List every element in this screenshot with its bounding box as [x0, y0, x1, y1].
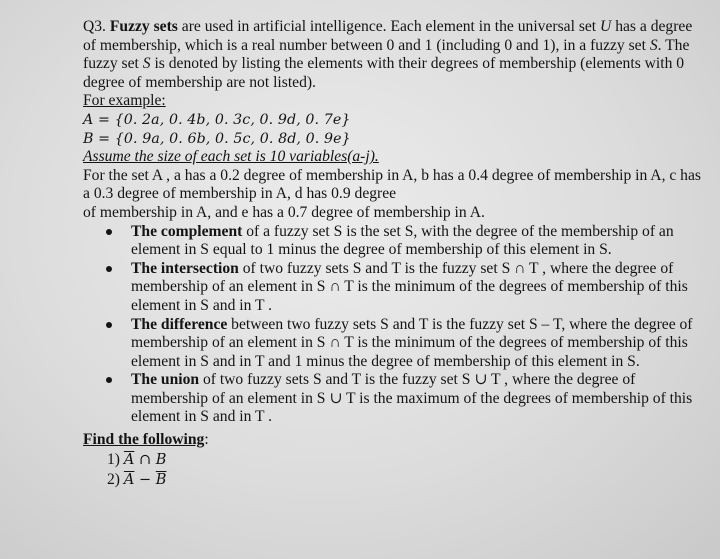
find-heading — [83, 431, 708, 450]
task-item-2 — [107, 471, 708, 490]
task-operator: − — [134, 472, 156, 489]
task-right-operand: B — [155, 451, 167, 468]
set-a-definition — [83, 111, 708, 130]
definition-difference — [131, 316, 708, 372]
document-page — [83, 18, 708, 492]
task-operator: ∩ — [134, 451, 156, 468]
definition-text: of two fuzzy sets S and T is the fuzzy set S ∩ T , where the degree of membership of an element in S ∩ T is the minimum of the degrees of membership of this element in S and in T . — [131, 259, 688, 314]
set-symbol: S — [649, 36, 658, 54]
task-number: 2) — [107, 471, 120, 489]
task-left-operand: $\overline{A}$ — [123, 472, 135, 489]
question-paragraph — [83, 18, 708, 92]
task-number: 1) — [107, 450, 120, 468]
set-a-elements: = {0. 2a, 0. 4b, 0. 3c, 0. 9d, 0. 7e} — [93, 111, 351, 128]
set-b-elements: = {0. 9a, 0. 6b, 0. 5c, 0. 8d, 0. 9e} — [93, 130, 351, 147]
definition-text: of two fuzzy sets S and T is the fuzzy set S ∪ T , where the degree of membership of an element in S ∪ T is the maximum of the degrees of membership of this element in S and in T . — [131, 371, 693, 426]
set-b-name: B — [83, 130, 94, 147]
task-list — [83, 451, 708, 490]
find-heading-text: Find the following — [83, 431, 205, 449]
question-title: Fuzzy sets — [109, 18, 178, 35]
task-right-operand: $\overline{B}$ — [155, 472, 167, 489]
example-explanation: For the set A , a has a 0.2 degree of membership in A, b has a 0.4 degree of membership in A, c has a 0.3 degree of membership in A, d has 0.9 degree — [83, 166, 701, 203]
intro-text-4: is denoted by listing the elements with their degrees of membership (elements with 0 degree of membership are not listed). — [83, 55, 685, 91]
task-left-operand: $\overline{A}$ — [123, 451, 135, 468]
question-number: Q3. — [83, 18, 106, 35]
definition-term: The difference — [131, 315, 228, 333]
intro-text-1: are used in artificial intelligence. Each element in the universal set — [177, 18, 601, 35]
definition-term: The intersection — [131, 259, 239, 277]
assumption-note: Assume the size of each set is 10 variables(a-j). — [83, 148, 379, 166]
definition-intersection — [131, 260, 708, 316]
set-symbol-2: S — [142, 55, 151, 73]
example-heading: For example: — [83, 92, 166, 110]
set-a-name: A — [83, 111, 94, 128]
intro-text-2: has a degree of membership, which is a real number between 0 and 1 (including 0 and 1), in a fuzzy set — [83, 18, 693, 54]
definition-text: between two fuzzy sets S and T is the fuzzy set S – T, where the degree of membership of an element in S ∩ T is the minimum of the degrees of membership of this element in S and in T and 1 minus the degree of membership of this element in S. — [131, 315, 693, 370]
definition-text: of a fuzzy set S is the set S, with the degree of the membership of an element in S equal to 1 minus the degree of membership of this element in S. — [131, 222, 674, 259]
definition-complement — [131, 223, 708, 260]
universal-set-symbol: U — [600, 18, 612, 35]
find-heading-colon: : — [204, 431, 209, 449]
definition-union — [131, 371, 708, 427]
example-explanation-cont: of membership in A, and e has a 0.7 degree of membership in A. — [83, 203, 485, 221]
task-item-1 — [107, 451, 708, 470]
set-b-definition — [83, 130, 708, 149]
intro-text-3: . The fuzzy set — [83, 36, 690, 73]
definitions-list — [83, 223, 708, 428]
definition-term: The union — [131, 371, 200, 389]
definition-term: The complement — [131, 222, 243, 240]
